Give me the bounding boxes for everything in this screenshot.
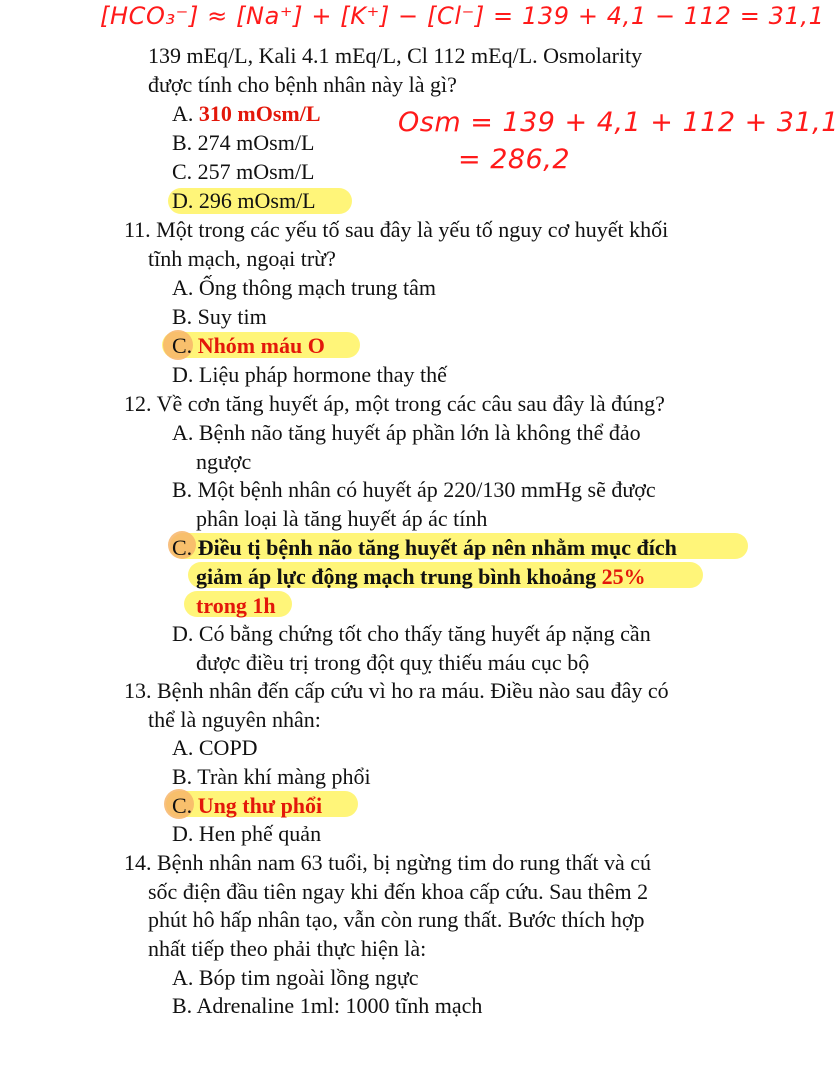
q13-option-b: B. Tràn khí màng phổi [172,764,371,789]
q14-stem-line3: phút hô hấp nhân tạo, vẫn còn rung thất. Bước thích hợp [148,907,645,932]
q12-option-c-text-line2: giảm áp lực động mạch trung bình khoảng [196,564,602,589]
q12-option-d-line1: D. Có bằng chứng tốt cho thấy tăng huyết áp nặng cần [172,621,651,646]
q12-option-c-prefix: C. [172,535,198,560]
q13-option-c-answer: Ung thư phổi [197,793,323,818]
q11-option-c-prefix: C. [172,333,198,358]
q11-option-c [172,333,325,359]
q11-option-d: D. Liệu pháp hormone thay thế [172,362,447,387]
q14-stem-line4: nhất tiếp theo phải thực hiện là: [148,936,427,961]
q12-option-c-line2 [196,564,646,590]
q14-stem-line1: 14. Bệnh nhân nam 63 tuổi, bị ngừng tim do rung thất và cú [124,850,652,875]
q12-option-b-line1: B. Một bệnh nhân có huyết áp 220/130 mmHg sẽ được [172,477,656,502]
q11-stem-line1: 11. Một trong các yếu tố sau đây là yếu tố nguy cơ huyết khối [124,217,669,242]
q10-option-a-prefix: A. [172,101,199,126]
q13-option-a: A. COPD [172,735,258,760]
q11-stem-line2: tĩnh mạch, ngoại trừ? [148,246,336,271]
q11-option-b: B. Suy tim [172,304,267,329]
q10-option-a-answer: 310 mOsm/L [198,101,321,126]
q13-option-c [172,793,322,819]
q11-option-a: A. Ống thông mạch trung tâm [172,275,436,300]
q12-option-c-percent: 25% [601,564,646,589]
q12-option-d-line2: được điều trị trong đột quỵ thiếu máu cục bộ [196,650,590,675]
q10-option-a [172,101,321,127]
q13-option-c-prefix: C. [172,793,198,818]
q12-stem: 12. Về cơn tăng huyết áp, một trong các câu sau đây là đúng? [124,391,665,416]
q13-option-d: D. Hen phế quản [172,821,322,846]
handwritten-bicarbonate-formula: [HCO₃⁻] ≈ [Na⁺] + [K⁺] − [Cl⁻] = 139 + 4,1 − 112 = 31,1 [100,2,825,30]
q10-option-d: D. 296 mOsm/L [172,188,316,213]
q10-option-c: C. 257 mOsm/L [172,159,315,184]
q10-option-b: B. 274 mOsm/L [172,130,315,155]
q13-stem-line2: thể là nguyên nhân: [148,707,321,732]
q14-option-b: B. Adrenaline 1ml: 1000 tĩnh mạch [172,993,483,1018]
q13-stem-line1: 13. Bệnh nhân đến cấp cứu vì ho ra máu. Điều nào sau đây có [124,678,669,703]
q12-option-a-line1: A. Bệnh não tăng huyết áp phần lớn là không thể đảo [172,420,641,445]
handwritten-osm-formula-line1: Osm = 139 + 4,1 + 112 + 31,1 [398,107,839,138]
q10-stem-line2: được tính cho bệnh nhân này là gì? [148,72,457,97]
q14-option-a: A. Bóp tim ngoài lồng ngực [172,965,419,990]
q10-stem-line1: 139 mEq/L, Kali 4.1 mEq/L, Cl 112 mEq/L. Osmolarity [148,43,643,68]
q12-option-c-text-line1: Điều tị bệnh não tăng huyết áp nên nhằm mục đích [197,535,677,560]
q12-option-b-line2: phân loại là tăng huyết áp ác tính [196,506,488,531]
q12-option-a-line2: ngược [196,449,252,474]
q11-option-c-answer: Nhóm máu O [197,333,325,358]
q12-option-c-line3: trong 1h [196,593,276,618]
q12-option-c-line1 [172,535,677,561]
q14-stem-line2: sốc điện đầu tiên ngay khi đến khoa cấp cứu. Sau thêm 2 [148,879,649,904]
handwritten-osm-formula-line2: = 286,2 [458,144,571,175]
